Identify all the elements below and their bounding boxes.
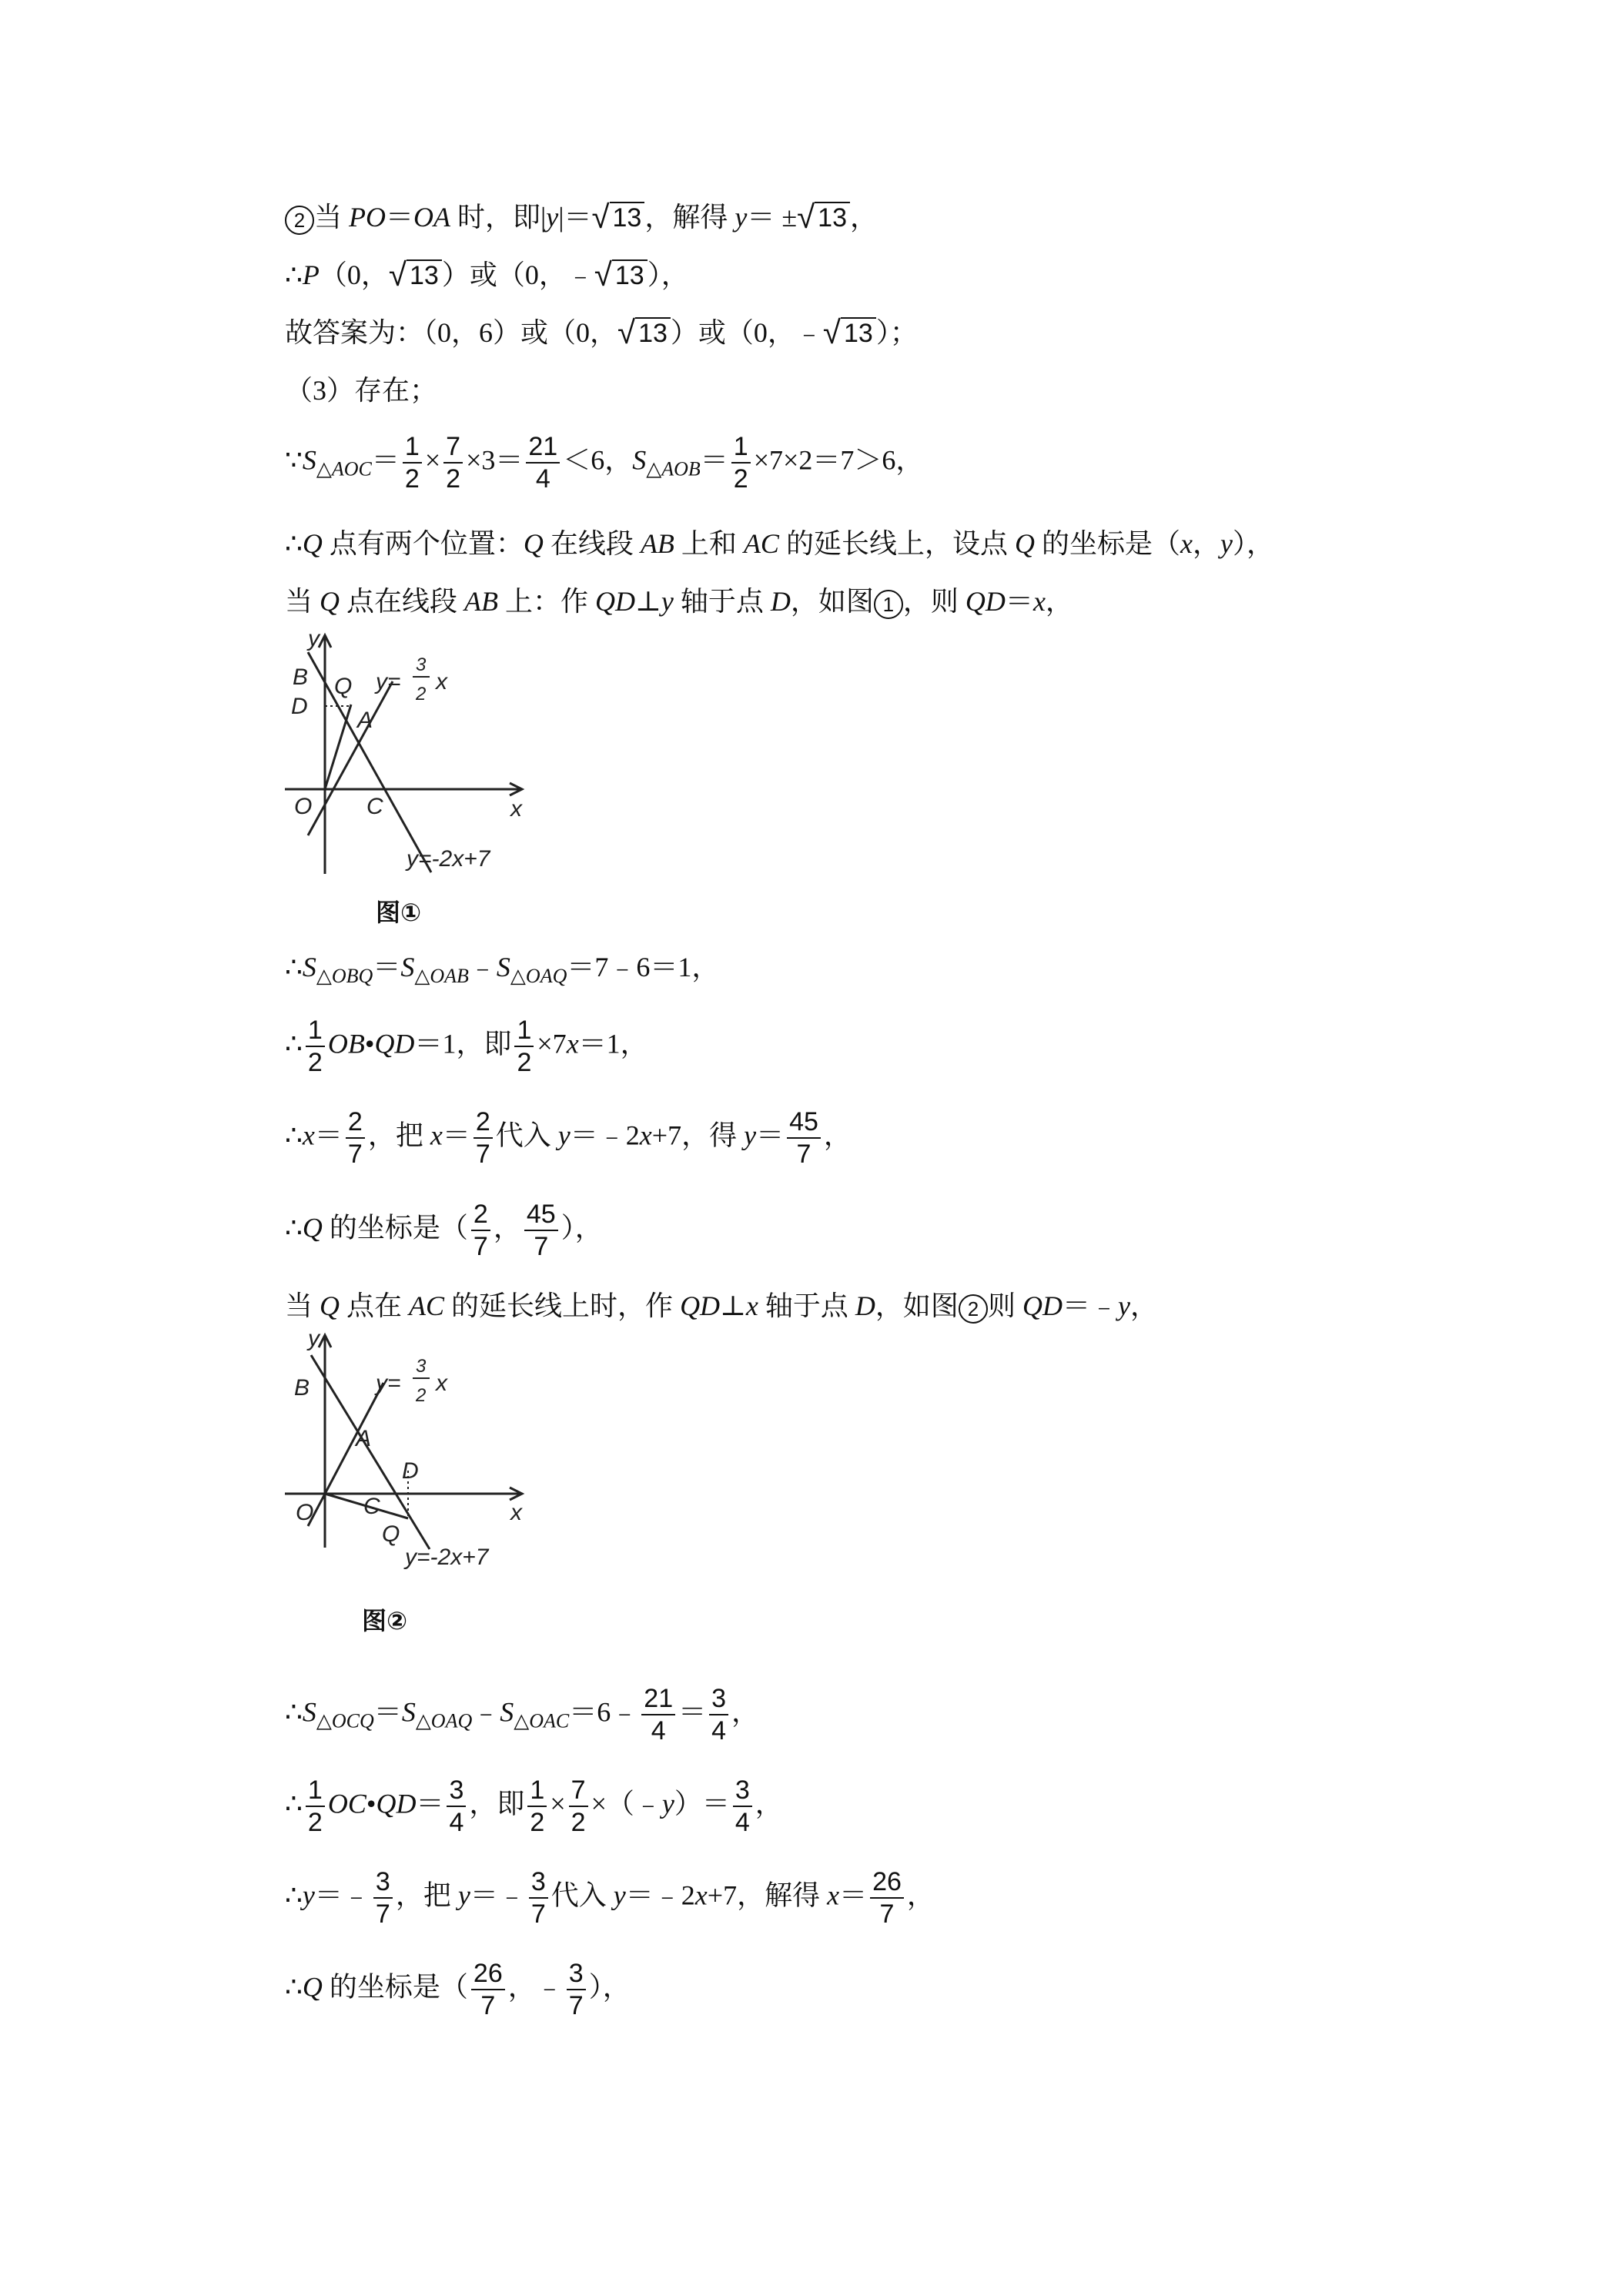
text: 7: [480, 1991, 496, 2020]
text: [514, 1015, 534, 1078]
sqrt: [797, 199, 850, 236]
text: ×7×2＝7＞6，: [753, 444, 924, 476]
label-b: B: [294, 1375, 310, 1401]
var: y: [457, 1879, 470, 1911]
var: QD: [595, 586, 636, 617]
label-c: C: [363, 1494, 380, 1519]
text: ，: [1129, 1290, 1158, 1321]
label-c: C: [366, 794, 383, 819]
var: S: [302, 1696, 316, 1728]
var: S: [632, 444, 647, 476]
label-line1-num: 3: [416, 1356, 427, 1377]
text: √: [797, 199, 815, 235]
text: ）＝: [674, 1788, 730, 1819]
var: Q: [320, 586, 340, 617]
text: ，把: [395, 1879, 458, 1911]
text: 3: [447, 1775, 466, 1807]
text: ∴: [285, 1696, 303, 1728]
text: •: [366, 1788, 376, 1819]
var: x: [1032, 586, 1046, 617]
text-line-2: [285, 256, 689, 294]
text: 45: [787, 1106, 821, 1139]
text: 2: [446, 464, 461, 494]
text: 2: [307, 1808, 323, 1837]
text: ﹣: [472, 1696, 500, 1728]
sqrt: [591, 199, 644, 236]
label-y: y: [308, 1326, 320, 1351]
text: [569, 1775, 588, 1838]
text: 1: [527, 1775, 547, 1807]
var: Q: [302, 528, 323, 559]
text: △OBQ: [316, 965, 373, 987]
text: △OAQ: [510, 965, 567, 987]
text-line-11: [285, 1199, 603, 1262]
label-line1-den: 2: [416, 1385, 427, 1406]
text: 13: [612, 259, 648, 290]
text: ＝: [678, 1696, 707, 1728]
text-line-9: [285, 1015, 648, 1078]
label-q: Q: [334, 674, 353, 699]
text: [474, 1106, 493, 1170]
text: ∴: [285, 1120, 303, 1151]
text: ＝: [386, 202, 414, 233]
text: ，: [1045, 586, 1073, 617]
text: 轴于点: [673, 586, 771, 617]
text: ＝6﹣: [569, 1696, 639, 1728]
sqrt: [823, 314, 876, 352]
var: D: [855, 1290, 875, 1321]
text: ，解得: [644, 202, 735, 233]
fraction: [526, 431, 560, 494]
text: ），: [1232, 528, 1274, 559]
text: 1: [403, 431, 422, 464]
var: PO: [349, 202, 387, 233]
text-line-1: [285, 199, 878, 236]
text: ＝ ±: [747, 202, 798, 233]
sqrt: [389, 256, 442, 294]
var: y: [661, 1788, 674, 1819]
text: ＜6，: [563, 444, 633, 476]
text-line-8: [285, 949, 719, 995]
var: Q: [1014, 528, 1035, 559]
segment-oq: [325, 705, 351, 789]
text: ＝: [373, 952, 401, 982]
text: ∴: [285, 1971, 303, 2003]
var: S: [500, 1696, 514, 1728]
var: x: [1180, 528, 1193, 559]
text: ＝1，即: [414, 1028, 512, 1059]
text: ，把: [367, 1120, 430, 1151]
var: x: [694, 1879, 708, 1911]
var: AC: [409, 1290, 445, 1321]
text: 7: [568, 1991, 584, 2020]
label-line1-pre: y=: [376, 669, 401, 694]
text: ⊥: [720, 1290, 746, 1321]
figure-1: [277, 628, 539, 882]
text: ∴: [285, 1788, 303, 1819]
text: [306, 1015, 325, 1078]
text-line-16: [285, 1958, 631, 2021]
label-x: x: [510, 1500, 522, 1525]
var: x: [745, 1290, 758, 1321]
text: ＝﹣: [314, 1879, 370, 1911]
label-line2: y=-2x+7: [405, 1545, 489, 1570]
circled-number: 1: [874, 590, 903, 619]
var: OA: [413, 202, 451, 233]
text: 4: [711, 1716, 727, 1745]
text: ∴: [285, 259, 303, 290]
text: ＝: [371, 444, 400, 476]
text: 上和: [674, 528, 744, 559]
sqrt: [617, 314, 671, 352]
var: S: [302, 952, 316, 982]
figure-2-caption: 图②: [362, 1607, 408, 1635]
text: ∴: [285, 1212, 303, 1243]
label-y: y: [308, 628, 320, 651]
text: √: [591, 199, 610, 235]
text: ∴: [285, 1028, 303, 1059]
label-b: B: [293, 664, 309, 690]
text: ＝: [416, 1788, 444, 1819]
text: [709, 1683, 728, 1746]
text: ）或（0，﹣: [670, 317, 823, 348]
text: △OCQ: [316, 1709, 374, 1732]
var: AC: [743, 528, 779, 559]
text: △OAB: [414, 965, 469, 987]
text: 2: [346, 1106, 365, 1139]
text: 26: [870, 1866, 904, 1899]
text: 4: [535, 464, 550, 494]
text: ，﹣: [507, 1971, 564, 2003]
text: 轴于点: [758, 1290, 855, 1321]
text: 上：作: [498, 586, 596, 617]
text: 当: [285, 1290, 320, 1321]
text: 21: [641, 1683, 675, 1715]
text: ，: [906, 1879, 935, 1911]
sqrt: [594, 256, 648, 294]
label-line1-den: 2: [416, 684, 427, 705]
text: +7，得: [651, 1120, 745, 1151]
text: √: [594, 256, 612, 293]
text: 代入: [550, 1879, 614, 1911]
label-d: D: [291, 694, 308, 719]
subscript: △AOC: [316, 457, 372, 480]
var: OB: [327, 1028, 365, 1059]
text: ＝7﹣6＝1，: [567, 952, 720, 982]
label-line2: y=-2x+7: [407, 846, 490, 872]
text: ×（﹣: [591, 1788, 662, 1819]
text: ×: [424, 444, 441, 476]
text: [641, 1683, 675, 1746]
var: QD: [374, 1028, 415, 1059]
text: 2: [517, 1048, 532, 1077]
text: 7: [534, 1232, 549, 1261]
text: 1: [306, 1015, 325, 1047]
text: ∴: [285, 1879, 303, 1911]
text: 2: [733, 464, 748, 494]
var: QD: [376, 1788, 417, 1819]
text: 7: [530, 1899, 546, 1929]
text: √: [822, 314, 841, 350]
text: ⊥: [635, 586, 661, 617]
label-a: A: [356, 1426, 372, 1451]
text: ＝: [700, 444, 728, 476]
text-line-5: [285, 431, 923, 494]
var: Q: [302, 1212, 323, 1243]
var: QD: [680, 1290, 721, 1321]
text: 7: [473, 1232, 488, 1261]
var: S: [401, 1696, 416, 1728]
text: （3）存在；: [285, 375, 438, 406]
text: 7: [796, 1140, 812, 1169]
text: 3: [567, 1958, 586, 1990]
text: 2: [571, 1808, 586, 1837]
text-line-7: [285, 583, 1073, 620]
text: [524, 1199, 558, 1262]
text: 13: [815, 202, 850, 233]
text: △OAQ: [415, 1709, 473, 1732]
text: 2: [474, 1106, 493, 1139]
var: S: [496, 952, 510, 982]
text: ＝﹣2: [625, 1879, 695, 1911]
label-q: Q: [382, 1521, 400, 1547]
text: 当: [314, 202, 350, 233]
label-line1-num: 3: [416, 654, 427, 675]
text: ＝1，: [578, 1028, 648, 1059]
text: ，: [1192, 528, 1220, 559]
text-line-14: [285, 1775, 783, 1838]
text: 7: [347, 1140, 363, 1169]
text: ＝: [839, 1879, 868, 1911]
text: 代入: [495, 1120, 558, 1151]
text: 2: [404, 464, 420, 494]
var: y: [1117, 1290, 1130, 1321]
label-line1-pre: y=: [376, 1371, 401, 1396]
figure-1-caption: 图①: [376, 899, 422, 926]
text: [373, 1866, 393, 1930]
var: S: [302, 444, 316, 476]
text: 3: [373, 1866, 393, 1899]
label-line1-post: x: [436, 1371, 447, 1396]
text: [447, 1775, 466, 1838]
fraction: [443, 431, 463, 494]
text: （0，: [319, 259, 389, 290]
text: ，: [755, 1788, 783, 1819]
text-line-13: [285, 1683, 759, 1746]
text: 1: [514, 1015, 534, 1047]
text: ，即: [469, 1788, 525, 1819]
text: [346, 1106, 365, 1170]
text: 2: [530, 1808, 545, 1837]
subscript: △AOB: [646, 457, 701, 480]
var: Q: [302, 1971, 323, 2003]
text: |＝: [558, 202, 592, 233]
text-line-15: [285, 1866, 935, 1930]
label-a: A: [357, 708, 373, 733]
text: •: [364, 1028, 375, 1059]
text: 则: [987, 1290, 1022, 1321]
text: 4: [651, 1716, 666, 1745]
text: [306, 1775, 325, 1838]
text: 13: [635, 317, 671, 348]
text: 点在线段: [340, 586, 465, 617]
text: ），: [588, 1971, 631, 2003]
text: ∵: [285, 444, 303, 476]
text: 45: [524, 1199, 558, 1231]
var: x: [639, 1120, 652, 1151]
var: AB: [640, 528, 674, 559]
text: ）；: [875, 317, 918, 348]
text: 3: [529, 1866, 548, 1899]
text: 2: [471, 1199, 490, 1231]
var: y: [1220, 528, 1233, 559]
text: 7: [375, 1899, 390, 1929]
text: ∴: [285, 952, 303, 982]
text: ，如图: [790, 586, 874, 617]
text: ）或（0，﹣: [441, 259, 594, 290]
text: [529, 1866, 548, 1930]
text: 1: [306, 1775, 325, 1807]
text: 13: [407, 259, 442, 290]
text: ﹣: [468, 952, 497, 982]
text: ，则: [902, 586, 965, 617]
var: Q: [523, 528, 544, 559]
circled-number: 2: [285, 206, 314, 235]
var: OC: [327, 1788, 366, 1819]
text-line-3: [285, 314, 918, 352]
text: ＝: [1005, 586, 1033, 617]
text: 13: [841, 317, 876, 348]
text: 2: [307, 1048, 323, 1077]
text: 的坐标是（: [1034, 528, 1180, 559]
text: 13: [610, 202, 645, 233]
text: 在线段: [543, 528, 641, 559]
var: x: [430, 1120, 443, 1151]
text: 7: [569, 1775, 588, 1807]
text: 故答案为：（0，6）或（0，: [285, 317, 618, 348]
var: x: [566, 1028, 579, 1059]
var: y: [557, 1120, 571, 1151]
label-o: O: [294, 794, 313, 819]
var: x: [302, 1120, 315, 1151]
text: ＝﹣: [1062, 1290, 1118, 1321]
text: 1: [731, 431, 751, 464]
var: x: [827, 1879, 840, 1911]
text: ＝﹣: [470, 1879, 526, 1911]
var: AB: [464, 586, 499, 617]
text: ×7: [537, 1028, 567, 1059]
circled-number: 2: [959, 1294, 988, 1324]
text: ，: [823, 1120, 852, 1151]
text: [527, 1775, 547, 1838]
text: ＝: [373, 1696, 402, 1728]
text: √: [388, 256, 407, 293]
text: ，如图: [875, 1290, 959, 1321]
text: +7，解得: [707, 1879, 828, 1911]
text: ×: [550, 1788, 566, 1819]
text: ＝: [314, 1120, 343, 1151]
text-line-4: [285, 372, 437, 409]
var: y: [661, 586, 674, 617]
var: S: [400, 952, 415, 982]
text: [787, 1106, 821, 1170]
text: ＝: [442, 1120, 470, 1151]
var: Q: [320, 1290, 340, 1321]
text: ，: [493, 1212, 521, 1243]
text: 时，即|: [450, 202, 547, 233]
text: 点有两个位置：: [322, 528, 524, 559]
label-o: O: [296, 1500, 314, 1525]
line-y-neg2x-plus7: [311, 1355, 430, 1549]
text-line-10: [285, 1106, 852, 1170]
text: ），: [647, 259, 689, 290]
text: 7: [475, 1140, 490, 1169]
label-line1-post: x: [436, 669, 447, 694]
text: ），: [561, 1212, 603, 1243]
text: ×3＝: [466, 444, 524, 476]
label-x: x: [510, 796, 522, 822]
text: 26: [471, 1958, 505, 1990]
text: [471, 1958, 505, 2021]
text: [733, 1775, 752, 1838]
text: 4: [735, 1808, 750, 1837]
text: 当: [285, 586, 320, 617]
fraction: [403, 431, 422, 494]
var: y: [744, 1120, 757, 1151]
var: QD: [1022, 1290, 1062, 1321]
text: ，: [850, 202, 878, 233]
text: 4: [449, 1808, 464, 1837]
var: QD: [965, 586, 1006, 617]
text: 3: [733, 1775, 752, 1807]
text-line-12: [285, 1287, 1158, 1324]
text: 的延长线上时，作: [444, 1290, 681, 1321]
var: y: [546, 202, 559, 233]
fraction: [731, 431, 751, 494]
text: √: [617, 314, 636, 350]
text: 21: [526, 431, 560, 464]
text-line-6: [285, 525, 1274, 562]
text: [567, 1958, 586, 2021]
text: 3: [709, 1683, 728, 1715]
var: y: [613, 1879, 626, 1911]
text: 7: [443, 431, 463, 464]
text: 的坐标是（: [322, 1971, 468, 2003]
text: △OAC: [514, 1709, 570, 1732]
text: 点在: [340, 1290, 410, 1321]
text: ∴: [285, 528, 303, 559]
var: y: [302, 1879, 315, 1911]
text: ，: [731, 1696, 760, 1728]
text: [471, 1199, 490, 1262]
text: 7: [879, 1899, 895, 1929]
text: 的延长线上，设点: [778, 528, 1015, 559]
label-d: D: [402, 1458, 419, 1484]
text: [870, 1866, 904, 1930]
var: y: [735, 202, 748, 233]
var: D: [770, 586, 791, 617]
text: 的坐标是（: [322, 1212, 468, 1243]
figure-2: [277, 1324, 539, 1571]
text: ＝﹣2: [570, 1120, 640, 1151]
var: P: [302, 259, 320, 290]
text: ＝: [756, 1120, 785, 1151]
line-y-neg2x-plus7: [308, 652, 431, 872]
